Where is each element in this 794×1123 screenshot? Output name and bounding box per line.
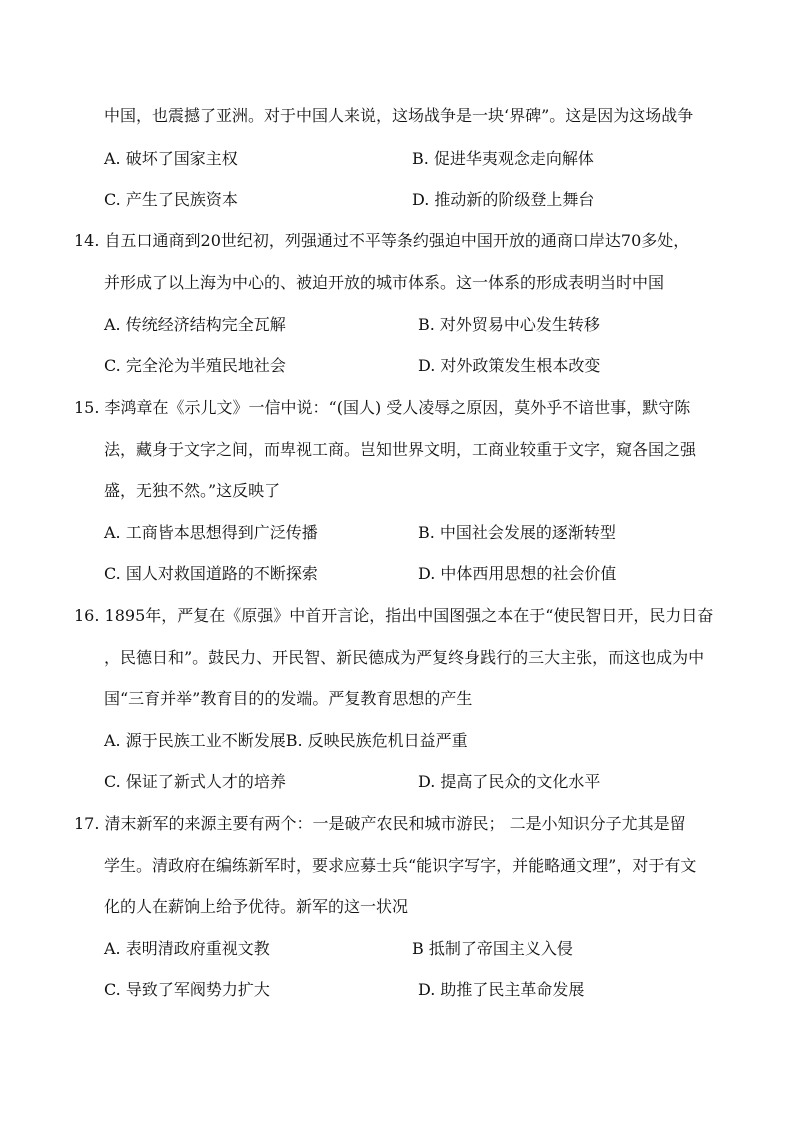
q17-option-c: C. 导致了军阀势力扩大: [104, 980, 270, 999]
q17-option-d: D. 助推了民主革命发展: [418, 980, 585, 999]
question-14-stem-line-2: 并形成了以上海为中心的、被迫开放的城市体系。这一体系的形成表明当时中国: [104, 273, 665, 292]
q15-option-b: B. 中国社会发展的逐渐转型: [418, 523, 616, 542]
question-17-stem-line-3: 化的人在薪饷上给予优待。新军的这一状况: [104, 897, 409, 916]
q14-option-b: B. 对外贸易中心发生转移: [418, 315, 600, 334]
question-17-stem-line-2: 学生。清政府在编练新军时，要求应募士兵“能识字写字，并能略通文理”，对于有文: [104, 856, 697, 875]
q15-option-d: D. 中体西用思想的社会价值: [418, 564, 617, 583]
question-14-stem-line-1: 14. 自五口通商到20世纪初，列强通过不平等条约强迫中国开放的通商口岸达70多处，: [74, 231, 690, 250]
q15-option-c: C. 国人对救国道路的不断探索: [104, 564, 318, 583]
question-15-stem-line-2: 法，藏身于文字之间，而卑视工商。岂知世界文明，工商业较重于文字，窥各国之强: [104, 440, 697, 459]
q15-option-a: A. 工商皆本思想得到广泛传播: [104, 523, 318, 542]
q17-option-a: A. 表明清政府重视文教: [104, 939, 270, 958]
q14-option-c: C. 完全沦为半殖民地社会: [104, 356, 286, 375]
question-15-stem-line-1: 15. 李鸿章在《示儿文》一信中说：“(国人) 受人凌辱之原因，莫外乎不谙世事，默守陈: [74, 398, 691, 417]
question-16-stem-line-1: 16. 1895年，严复在《原强》中首开言论，指出中国图强之本在于“使民智日开，民力日奋: [74, 606, 714, 625]
q13-option-a: A. 破坏了国家主权: [104, 149, 238, 168]
question-16-stem-line-2: ，民德日和”。鼓民力、开民智、新民德成为严复终身践行的三大主张，而这也成为中: [104, 648, 705, 667]
question-16-stem-line-3: 国“三育并举”教育目的的发端。严复教育思想的产生: [104, 689, 473, 708]
q16-option-c: C. 保证了新式人才的培养: [104, 772, 286, 791]
question-13-stem-line: 中国，也震撼了亚洲。对于中国人来说，这场战争是一块‘界碑”。这是因为这场战争: [104, 106, 694, 125]
q13-option-d: D. 推动新的阶级登上舞台: [412, 190, 595, 209]
q16-option-d: D. 提高了民众的文化水平: [418, 772, 601, 791]
q17-option-b: B 抵制了帝国主义入侵: [412, 939, 573, 958]
q14-option-d: D. 对外政策发生根本改变: [418, 356, 601, 375]
q16-option-ab: A. 源于民族工业不断发展B. 反映民族危机日益严重: [104, 731, 468, 750]
q13-option-c: C. 产生了民族资本: [104, 190, 238, 209]
q13-option-b: B. 促进华夷观念走向解体: [412, 149, 594, 168]
question-17-stem-line-1: 17. 清末新军的来源主要有两个：一是破产农民和城市游民； 二是小知识分子尤其是留: [74, 814, 686, 833]
q14-option-a: A. 传统经济结构完全瓦解: [104, 315, 286, 334]
question-15-stem-line-3: 盛，无独不然。”这反映了: [104, 481, 281, 500]
